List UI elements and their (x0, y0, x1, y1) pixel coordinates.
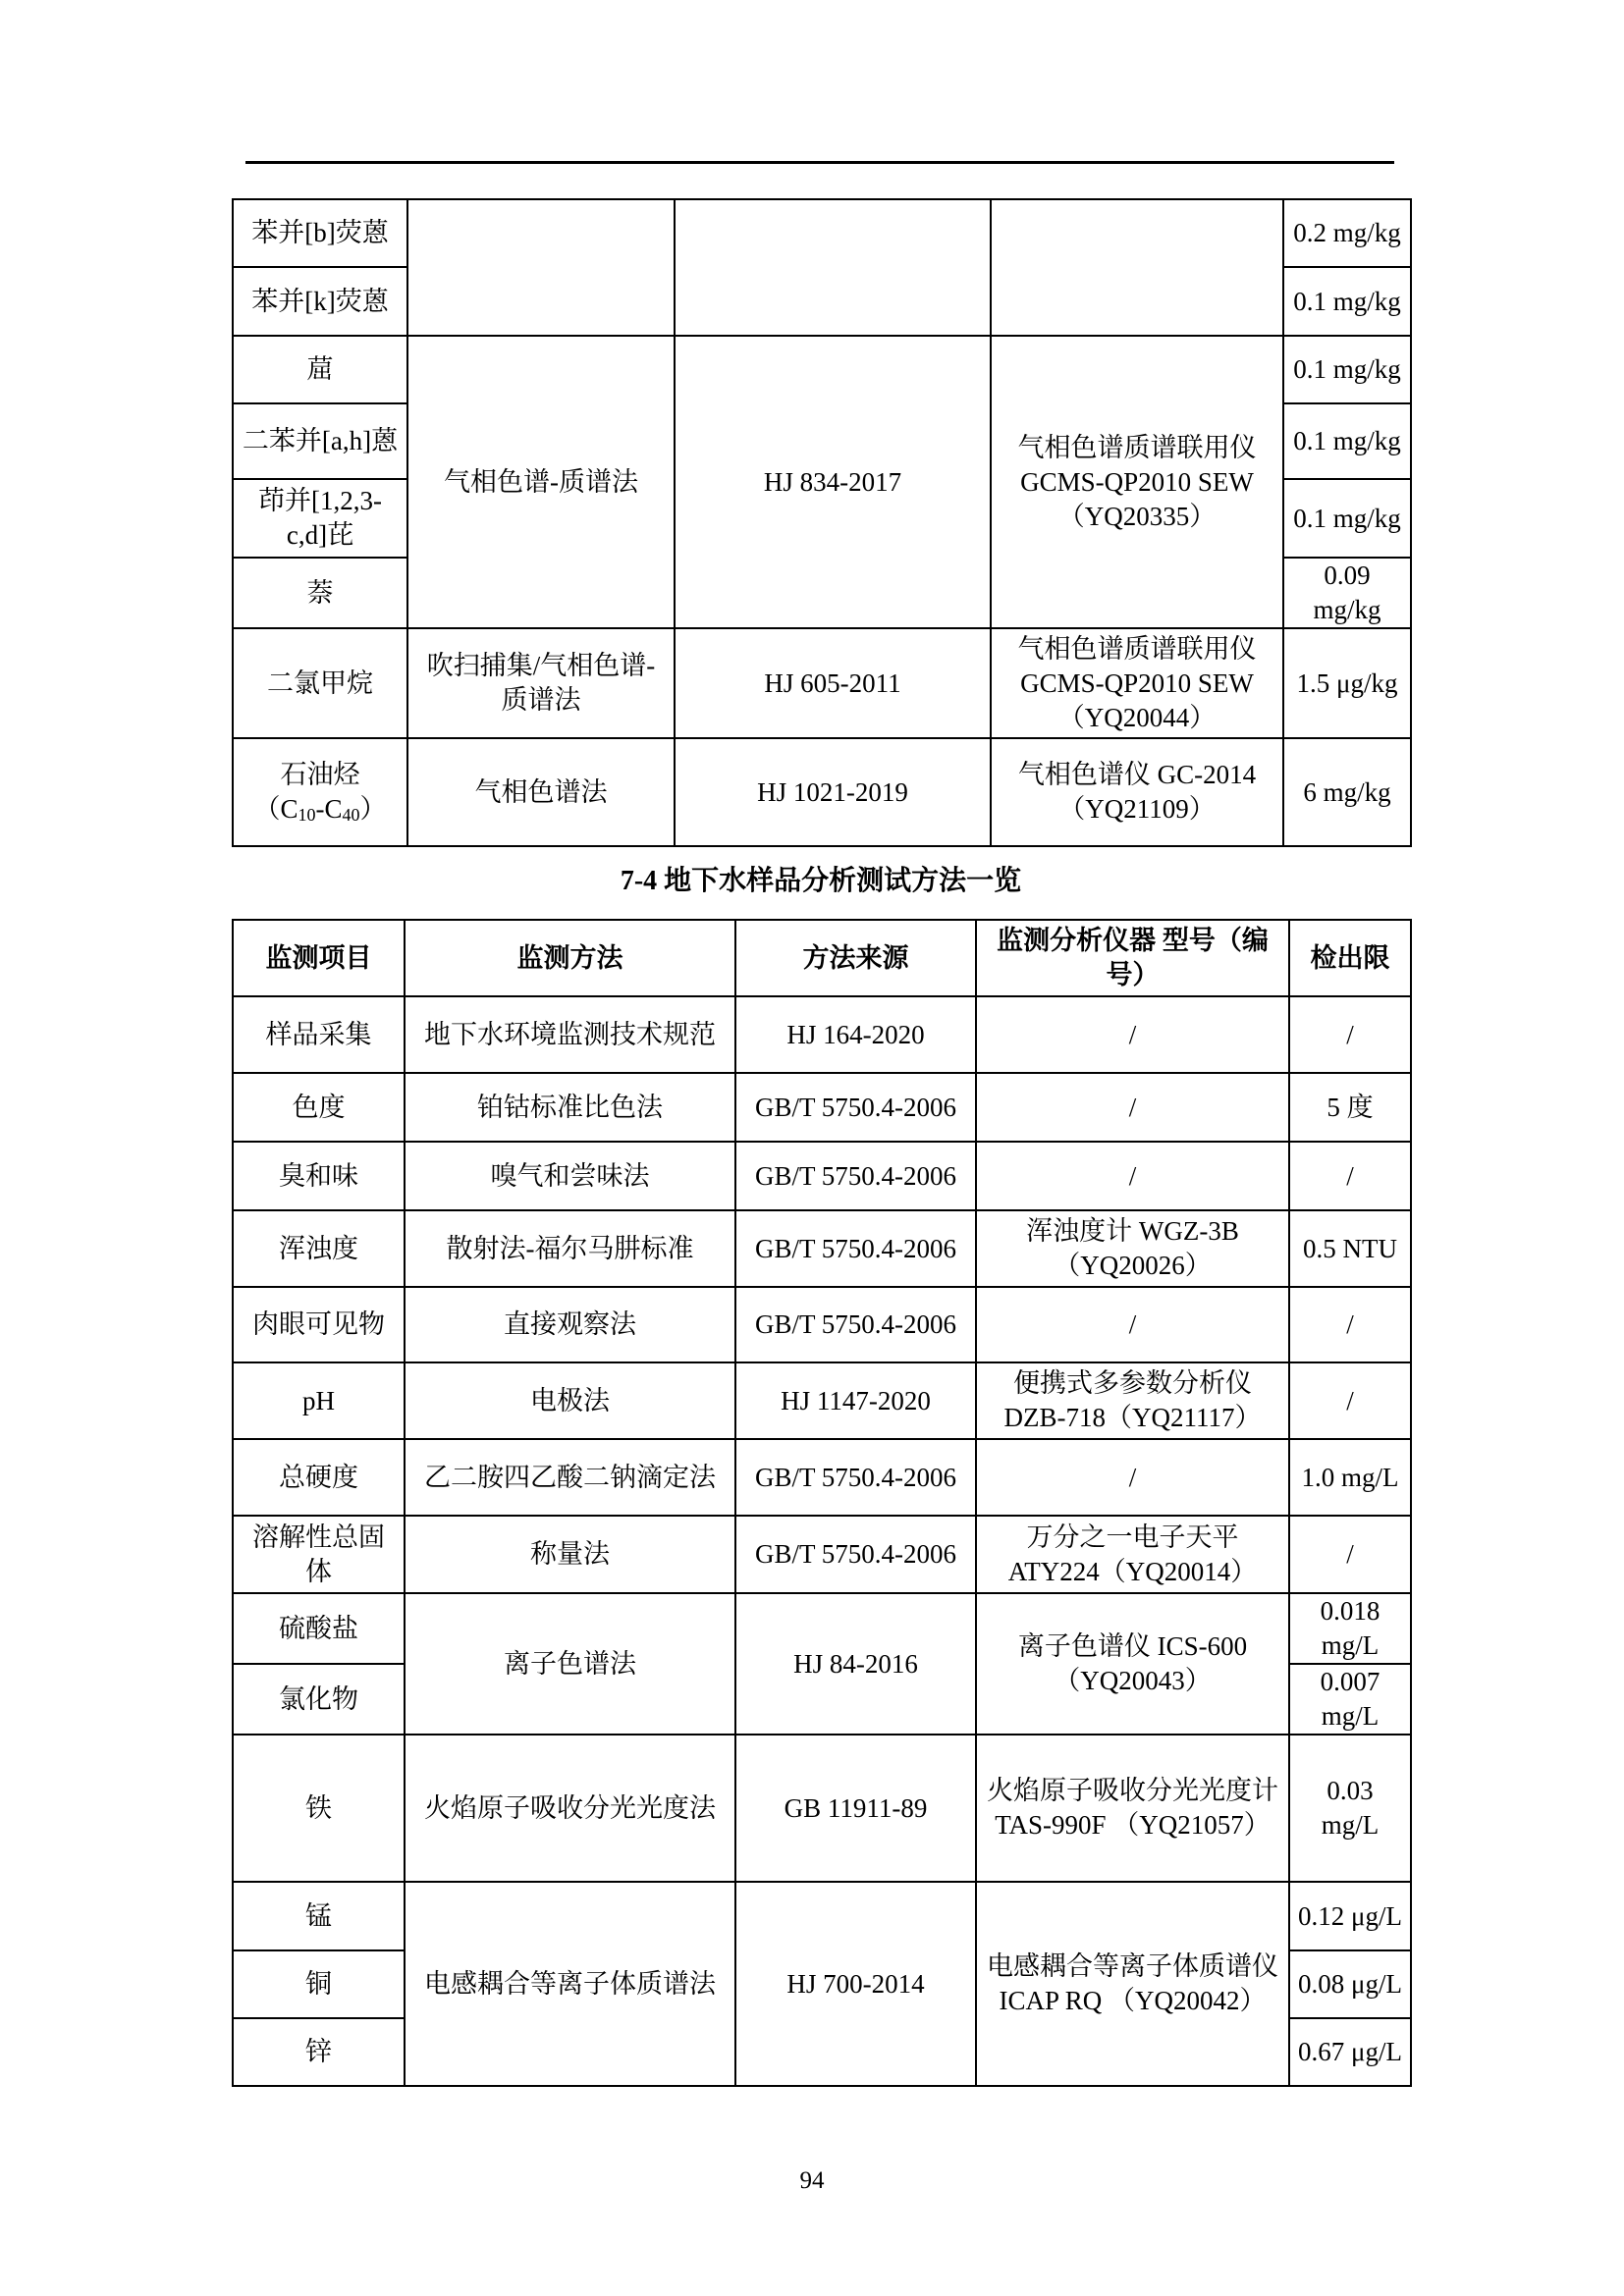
header-row (233, 920, 1411, 996)
item-cell (233, 738, 407, 846)
method-cell: 散射法-福尔马肼标准 (405, 1210, 735, 1287)
table-row (233, 996, 1411, 1073)
table-row (233, 1362, 1411, 1439)
page-number: 94 (799, 2167, 825, 2194)
limit-cell: / (1289, 996, 1411, 1073)
limit-cell: 1.0 mg/L (1289, 1439, 1411, 1516)
limit-cell: 0.007 mg/L (1289, 1664, 1411, 1735)
source-cell: HJ 164-2020 (735, 996, 976, 1073)
method-cell: 离子色谱法 (405, 1593, 735, 1735)
header-item: 监测项目 (233, 920, 405, 996)
item-cell: 总硬度 (233, 1439, 405, 1516)
limit-cell: 0.67 μg/L (1289, 2018, 1411, 2086)
table-row (233, 336, 1411, 403)
table-row (233, 1735, 1411, 1882)
limit-cell: 0.1 mg/kg (1283, 403, 1411, 479)
source-cell: HJ 1021-2019 (675, 738, 991, 846)
source-cell: GB/T 5750.4-2006 (735, 1073, 976, 1142)
limit-cell: 5 度 (1289, 1073, 1411, 1142)
table-row (233, 1073, 1411, 1142)
instrument-cell: / (976, 1142, 1289, 1210)
limit-cell: 0.03 mg/L (1289, 1735, 1411, 1882)
item-close: ） (359, 794, 387, 824)
method-cell: 乙二胺四乙酸二钠滴定法 (405, 1439, 735, 1516)
instrument-cell: 气相色谱质谱联用仪 GCMS-QP2010 SEW （YQ20335） (991, 336, 1283, 628)
table-row (233, 1882, 1411, 1950)
header-instrument: 监测分析仪器 型号（编号） (976, 920, 1289, 996)
source-cell: HJ 605-2011 (675, 628, 991, 738)
source-cell: GB 11911-89 (735, 1735, 976, 1882)
limit-cell: / (1289, 1287, 1411, 1362)
soil-methods-table-continued (232, 198, 1412, 847)
method-cell (407, 199, 675, 336)
table-row (233, 628, 1411, 738)
item-cell: 臭和味 (233, 1142, 405, 1210)
table-row (233, 1210, 1411, 1287)
method-cell: 直接观察法 (405, 1287, 735, 1362)
limit-cell: 0.1 mg/kg (1283, 336, 1411, 403)
method-cell: 吹扫捕集/气相色谱-质谱法 (407, 628, 675, 738)
limit-cell: 6 mg/kg (1283, 738, 1411, 846)
source-cell (675, 199, 991, 336)
item-cell: pH (233, 1362, 405, 1439)
method-cell: 嗅气和尝味法 (405, 1142, 735, 1210)
method-cell: 铂钴标准比色法 (405, 1073, 735, 1142)
source-cell: GB/T 5750.4-2006 (735, 1439, 976, 1516)
item-main: 石油烃 (280, 760, 360, 789)
item-cell: 硫酸盐 (233, 1593, 405, 1664)
item-mid: -C (315, 794, 343, 824)
instrument-cell: 万分之一电子天平 ATY224（YQ20014） (976, 1516, 1289, 1593)
limit-cell: 0.12 μg/L (1289, 1882, 1411, 1950)
instrument-cell: 便携式多参数分析仪 DZB-718（YQ21117） (976, 1362, 1289, 1439)
source-cell: GB/T 5750.4-2006 (735, 1210, 976, 1287)
source-cell: GB/T 5750.4-2006 (735, 1142, 976, 1210)
limit-cell: 0.1 mg/kg (1283, 267, 1411, 336)
instrument-cell: / (976, 1073, 1289, 1142)
item-cell: 浑浊度 (233, 1210, 405, 1287)
method-cell: 地下水环境监测技术规范 (405, 996, 735, 1073)
instrument-cell: 气相色谱质谱联用仪 GCMS-QP2010 SEW （YQ20044） (991, 628, 1283, 738)
item-open: （C (253, 794, 298, 824)
item-cell: 锰 (233, 1882, 405, 1950)
item-cell: 苯并[k]荧蒽 (233, 267, 407, 336)
instrument-cell: 气相色谱仪 GC-2014 （YQ21109） (991, 738, 1283, 846)
source-cell: HJ 84-2016 (735, 1593, 976, 1735)
limit-cell: 0.2 mg/kg (1283, 199, 1411, 267)
source-cell: GB/T 5750.4-2006 (735, 1516, 976, 1593)
limit-cell: / (1289, 1516, 1411, 1593)
method-cell: 气相色谱法 (407, 738, 675, 846)
method-cell: 电感耦合等离子体质谱法 (405, 1882, 735, 2086)
instrument-cell: 火焰原子吸收分光光度计 TAS-990F （YQ21057） (976, 1735, 1289, 1882)
limit-cell: 0.09 mg/kg (1283, 558, 1411, 628)
limit-cell: / (1289, 1142, 1411, 1210)
limit-cell: 1.5 μg/kg (1283, 628, 1411, 738)
instrument-cell: / (976, 1439, 1289, 1516)
header-limit: 检出限 (1289, 920, 1411, 996)
item-cell: 铜 (233, 1950, 405, 2018)
method-cell: 称量法 (405, 1516, 735, 1593)
item-sub1: 10 (298, 805, 316, 825)
instrument-cell: 电感耦合等离子体质谱仪 ICAP RQ （YQ20042） (976, 1882, 1289, 2086)
item-cell: 二氯甲烷 (233, 628, 407, 738)
instrument-cell: / (976, 996, 1289, 1073)
source-cell: HJ 834-2017 (675, 336, 991, 628)
item-cell: 萘 (233, 558, 407, 628)
item-cell: 铁 (233, 1735, 405, 1882)
table-row (233, 1439, 1411, 1516)
instrument-cell: / (976, 1287, 1289, 1362)
table-row (233, 199, 1411, 267)
item-cell: 茚并[1,2,3-c,d]芘 (233, 479, 407, 558)
item-cell: 二苯并[a,h]蒽 (233, 403, 407, 479)
table-row (233, 1142, 1411, 1210)
limit-cell: / (1289, 1362, 1411, 1439)
item-cell: 样品采集 (233, 996, 405, 1073)
instrument-cell: 浑浊度计 WGZ-3B（YQ20026） (976, 1210, 1289, 1287)
groundwater-methods-table (232, 919, 1412, 2087)
item-cell: 䓛 (233, 336, 407, 403)
header-rule (245, 161, 1394, 164)
limit-cell: 0.5 NTU (1289, 1210, 1411, 1287)
header-method: 监测方法 (405, 920, 735, 996)
method-cell: 电极法 (405, 1362, 735, 1439)
source-cell: HJ 700-2014 (735, 1882, 976, 2086)
table-row (233, 1593, 1411, 1664)
header-source: 方法来源 (735, 920, 976, 996)
table-row (233, 1287, 1411, 1362)
item-cell: 色度 (233, 1073, 405, 1142)
instrument-cell: 离子色谱仪 ICS-600（YQ20043） (976, 1593, 1289, 1735)
item-cell: 肉眼可见物 (233, 1287, 405, 1362)
table-row (233, 738, 1411, 846)
method-cell: 气相色谱-质谱法 (407, 336, 675, 628)
source-cell: GB/T 5750.4-2006 (735, 1287, 976, 1362)
limit-cell: 0.018 mg/L (1289, 1593, 1411, 1664)
limit-cell: 0.08 μg/L (1289, 1950, 1411, 2018)
item-cell: 锌 (233, 2018, 405, 2086)
method-cell: 火焰原子吸收分光光度法 (405, 1735, 735, 1882)
source-cell: HJ 1147-2020 (735, 1362, 976, 1439)
instrument-cell (991, 199, 1283, 336)
item-cell: 溶解性总固体 (233, 1516, 405, 1593)
item-cell: 苯并[b]荧蒽 (233, 199, 407, 267)
limit-cell: 0.1 mg/kg (1283, 479, 1411, 558)
item-cell: 氯化物 (233, 1664, 405, 1735)
item-sub2: 40 (342, 805, 360, 825)
table-caption: 7-4 地下水样品分析测试方法一览 (620, 866, 1022, 896)
table-row (233, 1516, 1411, 1593)
